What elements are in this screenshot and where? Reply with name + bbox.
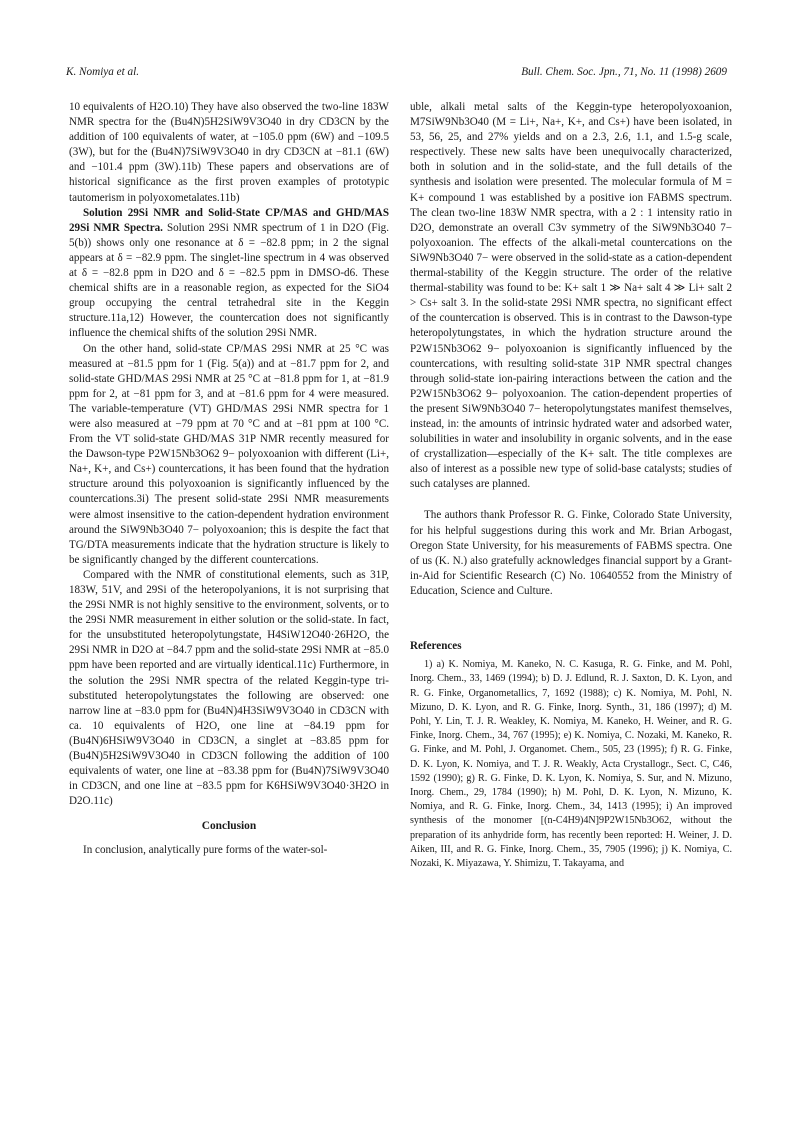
paragraph: In conclusion, analytically pure forms of the water-sol- — [83, 843, 328, 856]
section-heading: Solution 29Si NMR and Solid-State CP/MAS and GHD/MAS 29Si NMR Spectra. — [69, 206, 389, 234]
paragraph-text: Solution 29Si NMR spectrum of 1 in D2O (Fig. 5(b)) shows only one resonance at δ = −82.8 ppm; in 2 the signal appears at δ = −82.9 ppm. The singlet-line spectrum in 4 was observed at δ = −82.8 ppm in D2O and δ = −82.5 ppm in DMSO-d6. These chemical shifts are in a reasonable region, as expected for the SiO4 group occupying the central tetrahedral site in the Keggin structure.11a,12) However, the countercation does not significantly influence the chemical shifts of the solution 29Si NMR. — [69, 221, 389, 340]
acknowledgement: The authors thank Professor R. G. Finke, Colorado State University, for his helpful suggestions during this work and Mr. Brian Arbogast, Oregon State University, for his measurements of FABMS spectra. One of us (K. N.) also gratefully acknowledges financial support by a Grant-in-Aid for Scientific Research (C) No. 10640552 from the Ministry of Education, Science and Culture. — [410, 509, 732, 597]
header-authors: K. Nomiya et al. — [66, 66, 140, 78]
paragraph: Compared with the NMR of constitutional elements, such as 31P, 183W, 51V, and 29Si of the heteropolyanions, it is not surprising that the 29Si NMR is not highly sensitive to the environment, solvents, or to the 29Si NMR measurement in either solution or the solid-state. In fact, for the unsubstituted heteropolytungstate, H4SiW12O40·26H2O, the 29Si NMR in D2O at −84.7 ppm and the solid-state 29Si NMR at −85.0 ppm have been reported and are virtually identical.11c) Furthermore, in the solution the 29Si NMR spectra of the related Keggin-type tri-substituted heteropolytungstates the following are observed: one narrow line at −83.0 ppm for (Bu4N)4H3SiW9V3O40 in CD3CN with ca. 10 equivalents of H2O, one line at −84.19 ppm for (Bu4N)6HSiW9V3O40 in CD3CN, a singlet at −83.85 ppm for (Bu4N)5H2SiW9V3O40 in CD3CN following the addition of 100 equivalents of water, one line at −83.38 ppm for (Bu4N)7SiW9V3O40 in CD3CN, and one line at −83.5 ppm for K6HSiW9V3O40·3H2O in D2O.11c) — [69, 568, 389, 808]
section-paragraph — [69, 206, 389, 342]
header-journal: Bull. Chem. Soc. Jpn., 71, No. 11 (1998) 2609 — [521, 66, 727, 78]
reference-item: 1) a) K. Nomiya, M. Kaneko, N. C. Kasuga, R. G. Finke, and M. Pohl, Inorg. Chem., 33, 1469 (1994); b) D. J. Edlund, R. J. Saxton, D. K. Lyon, and R. G. Finke, Organometallics, 7, 1692 (1988); c) K. Nomiya, M. Pohl, N. Mizuno, D. K. Lyon, and R. G. Finke, Inorg. Synth., 31, 186 (1997); d) M. Pohl, Y. Lin, T. J. R. Weakley, K. Nomiya, M. Kaneko, H. Weiner, and R. G. Finke, Inorg. Chem., 34, 767 (1995); e) K. Nomiya, C. Nozaki, M. Kaneko, R. G. Finke, and M. Pohl, J. Organomet. Chem., 505, 23 (1995); f) R. G. Finke, D. K. Lyon, K. Nomiya, and T. J. R. Weakly, Acta Crystallogr., Sect. C, C46, 1592 (1990); g) R. G. Finke, D. K. Lyon, K. Nomiya, S. Sur, and N. Mizuno, Inorg. Chem., 29, 1784 (1990); h) M. Pohl, D. K. Lyon, N. Mizuno, K. Nomiya, and R. G. Finke, Inorg. Chem., 34, 1413 (1995); i) An improved synthesis of the monomer [(n-C4H9)4N]9P2W15Nb3O62, without the preparation of its anhydride form, has recently been reported: H. Weiner, J. D. Aiken, III, and R. G. Finke, Inorg. Chem., 35, 7905 (1996); j) K. Nomiya, C. Nozaki, K. Miyazawa, Y. Shimizu, T. Takayama, and — [410, 659, 732, 869]
paragraph: 10 equivalents of H2O.10) They have also observed the two-line 183W NMR spectra for the (Bu4N)5H2SiW9V3O40 in dry CD3CN by the addition of 100 equivalents of water, at −105.0 ppm (6W) and −109.5 (3W), but for the (Bu4N)7SiW9V3O40 in dry CD3CN at −81.1 (6W) and −101.4 ppm (3W).11b) These papers and observations are of historical significance as the first proven examples of prototypic tautomerism in polyoxometalates.11b) — [69, 101, 389, 204]
paragraph: On the other hand, solid-state CP/MAS 29Si NMR at 25 °C was measured at −81.5 ppm for 1 (Fig. 5(a)) and at −81.7 ppm for 2, and solid-state GHD/MAS 29Si NMR at 25 °C at −81.8 ppm for 1, at −81.9 ppm for 2, at −81 ppm for 3, and at −81.6 ppm for 4 were measured. The variable-temperature (VT) GHD/MAS 29Si NMR spectra for 1 were also measured at −79 ppm at 70 °C and at −81 ppm at 100 °C. From the VT solid-state GHD/MAS 31P NMR recently measured for the Dawson-type P2W15Nb3O62 9− polyoxoanion with different (Li+, Na+, K+, and Cs+) countercations, it has been found that the hydration structure around this polyoxoanion is significantly influenced by the countercations.3i) The present solid-state 29Si NMR measurements were almost insensitive to the cation-dependent hydration environment around the SiW9Nb3O40 7− polyoxoanion; this is despite the fact that TG/DTA measurements indicate that the hydration structure is likely to be significantly changed by the different countercations. — [69, 342, 389, 566]
conclusion-heading: Conclusion — [201, 820, 257, 833]
running-header — [66, 66, 727, 84]
left-column — [69, 100, 389, 858]
right-column — [410, 100, 732, 871]
references-heading: References — [410, 640, 462, 652]
paragraph: uble, alkali metal salts of the Keggin-type heteropolyoxoanion, M7SiW9Nb3O40 (M = Li+, Na+, K+, and Cs+) have been isolated, in 53, 56, 25, and 27% yields and on a 2.3, 2.6, 1.1, and 1.5-g scale, respectively. These new salts have been unequivocally characterized, both in solution and in the solid-state, and the full details of the synthesis and isolation were presented. The molecular formula of M = K+ compound 1 was established by a positive ion FABMS spectrum. The clean two-line 183W NMR spectra, with a 2 : 1 intensity ratio in D2O, demonstrate an overall C3v symmetry of the SiW9Nb3O40 7− polyoxoanion. The effects of the alkali-metal countercations on the SiW9Nb3O40 7− were observed in the solid-state as a cation-dependent thermal-stability of the Keggin structure. The order of the relative thermal-stability was found to be: K+ salt 1 ≫ Na+ salt 4 ≫ Li+ salt 2 > Cs+ salt 3. In the solid-state 29Si NMR spectra, no significant effect of the countercation is observed. This is in contrast to the Dawson-type heteropolytungstates, in which the hydration structure around the P2W15Nb3O62 9− polyoxoanion is significantly influenced by the countercations, with resulting solid-state 31P NMR spectral changes through solid-state ion-pairing interactions between the cation and the P2W15Nb3O62 9− polyoxoanion. The cation-dependent properties of the present SiW9Nb3O40 7− heteropolytungstates manifest themselves, instead, in: the amounts of intrinsic hydrated water and adsorbed water, solubilities in water and insolubility in organic solvents, and in the ease of crystallization—especially of the K+ salt. The title complexes are also of interest as a possible new type of solid-base catalysts; studies of such catalyses are planned. — [410, 101, 732, 491]
